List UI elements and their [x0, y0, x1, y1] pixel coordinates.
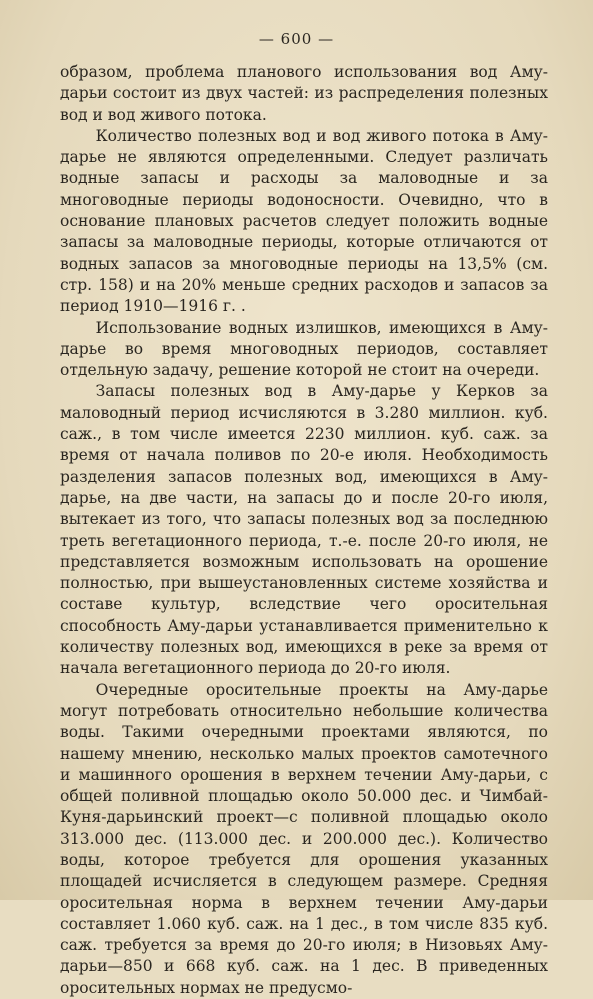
paragraph-3: Использование водных излишков, имеющихся в Аму-дарье во время многоводных периодов, составляет отдельную задачу, решение которой не стоит на очереди. — [60, 318, 548, 380]
paragraph-4: Запасы полезных вод в Аму-дарье у Керков за маловодный период исчисляются в 3.280 миллион. куб. саж., в том числе имеется 2230 миллион. куб. саж. за время от начала поливов по 20-е июля. Необходимость разделения запасов полезных вод, имеющихся в Аму-дарье, на две части, на запасы до и после 20-го июля, вытекает из того, что запасы полезных вод за последнюю треть вегетационного периода, т.-е. после 20-го июля, не представляется возможным использовать на орошение полностью, при вышеустановленных системе хозяйства и составе культур, вследствие чего оросительная способность Аму-дарьи устанавливается применительно к количеству полезных вод, имеющихся в реке за время от начала вегетационного периода до 20-го июля. — [60, 382, 548, 678]
paragraph-2: Количество полезных вод и вод живого потока в Аму-дарье не являются определенными. Следует различать водные запасы и расходы за маловодные и за многоводные периоды водоносности. Очевидно, что в основание плановых расчетов следует положить водные запасы за маловодные периоды, которые отличаются от водных запасов за многоводные периоды на 13,5% (см. стр. 158) и на 20% меньше средних расходов и запасов за период 1910—1916 г. . — [60, 126, 548, 316]
paragraph-1: образом, проблема планового использования вод Аму-дарьи состоит из двух частей: из распределения полезных вод и вод живого потока. — [60, 63, 548, 124]
page-number: — 600 — — [258, 30, 335, 48]
paragraph-5: Очередные оросительные проекты на Аму-дарье могут потребовать относительно небольшие количества воды. Такими очередными проектами являются, по нашему мнению, несколько малых проектов самотечного и машинного орошения в верхнем течении Аму-дарьи, с общей поливной площадью около 50.000 дес. и Чимбай-Куня-дарьинский проект—с поливной площадью около 313.000 дес. (113.000 дес. и 200.000 дес.). Количество воды, которое требуется для орошения указанных площадей исчисляется в следующем размере. Средняя оросительная норма в верхнем течении Аму-дарьи составляет 1.060 куб. саж. на 1 дес., в том числе 835 куб. саж. требуется за время до 20-го июля; в Низовьях Аму-дарьи—850 и 668 куб. саж. на 1 дес. В приведенных оросительных нормах не предусмо- — [60, 680, 548, 997]
body-text — [60, 62, 548, 999]
